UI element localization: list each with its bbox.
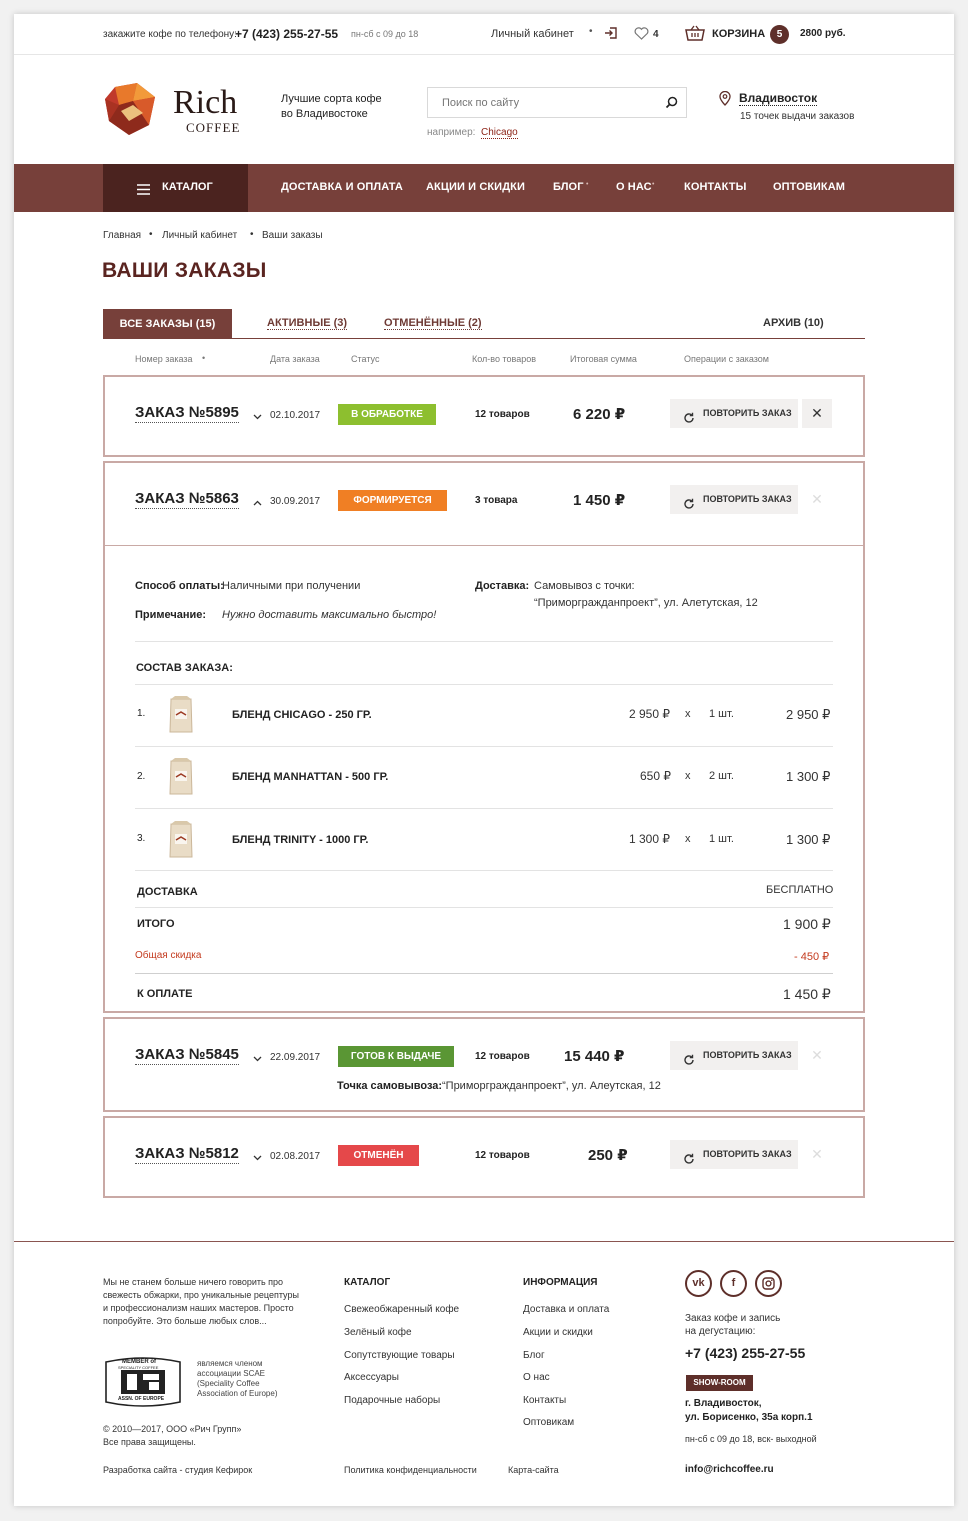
item-total: 1 300 ₽ bbox=[786, 832, 831, 847]
order-sum: 1 450 ₽ bbox=[573, 492, 626, 509]
tab-archive[interactable]: АРХИВ (10) bbox=[763, 317, 824, 329]
repeat-order-label: ПОВТОРИТЬ ЗАКАЗ bbox=[703, 1050, 792, 1060]
item-name[interactable]: БЛЕНД CHICAGO - 250 ГР. bbox=[232, 709, 372, 721]
facebook-icon[interactable]: f bbox=[720, 1270, 747, 1297]
order-sum: 250 ₽ bbox=[588, 1147, 628, 1164]
top-hours: пн-сб с 09 до 18 bbox=[351, 29, 419, 39]
catalog-menu-button[interactable] bbox=[103, 164, 248, 212]
logo-mark-icon[interactable] bbox=[103, 81, 159, 142]
order-by-phone-label: закажите кофе по телефону: bbox=[103, 29, 237, 40]
order-title[interactable]: ЗАКАЗ №5895 bbox=[135, 404, 239, 421]
tab-active-orders[interactable]: АКТИВНЫЕ (3) bbox=[267, 317, 348, 329]
order-text-line-2: на дегустацию: bbox=[685, 1326, 756, 1337]
status-badge: ФОРМИРУЕТСЯ bbox=[338, 490, 447, 511]
composition-label: СОСТАВ ЗАКАЗА: bbox=[136, 662, 233, 674]
search-example-label: например: bbox=[427, 127, 476, 138]
order-card bbox=[103, 375, 865, 457]
pickup-points-count: 15 точек выдачи заказов bbox=[740, 111, 855, 122]
order-quantity: 12 товаров bbox=[475, 1150, 530, 1161]
item-price: 1 300 ₽ bbox=[629, 832, 670, 846]
chevron-up-icon[interactable] bbox=[253, 493, 262, 511]
item-price: 2 950 ₽ bbox=[629, 707, 670, 721]
delivery-value-2: “Приморгражданпроект”, ул. Алетутская, 12 bbox=[534, 597, 758, 609]
order-card bbox=[103, 1017, 865, 1112]
catalog-label: КАТАЛОГ bbox=[162, 181, 213, 193]
account-link[interactable]: Личный кабинет bbox=[491, 28, 574, 40]
order-sum: 6 220 ₽ bbox=[573, 406, 626, 423]
divider bbox=[135, 684, 833, 685]
col-quantity: Кол-во товаров bbox=[472, 354, 536, 364]
divider bbox=[135, 746, 833, 747]
breadcrumb-account[interactable]: Личный кабинет bbox=[162, 230, 238, 241]
repeat-order-button[interactable] bbox=[670, 1140, 798, 1169]
item-qty: 1 шт. bbox=[709, 833, 734, 845]
nav-about-dot: • bbox=[652, 181, 655, 188]
cart-count-badge: 5 bbox=[770, 25, 789, 44]
item-name[interactable]: БЛЕНД MANHATTAN - 500 ГР. bbox=[232, 771, 389, 783]
address-line-2: ул. Борисенко, 35а корп.1 bbox=[685, 1412, 813, 1423]
item-number: 2. bbox=[137, 771, 146, 782]
footer-email[interactable]: info@richcoffee.ru bbox=[685, 1464, 774, 1475]
tab-all-orders[interactable]: ВСЕ ЗАКАЗЫ (15) bbox=[103, 309, 232, 339]
col-order-number[interactable]: Номер заказа bbox=[135, 354, 193, 364]
order-date: 02.10.2017 bbox=[270, 410, 321, 421]
nav-wholesale[interactable]: ОПТОВИКАМ bbox=[773, 181, 846, 193]
sitemap-link[interactable]: Карта-сайта bbox=[508, 1465, 559, 1475]
item-number: 3. bbox=[137, 833, 146, 844]
scae-badge-bottom: ASSN. OF EUROPE bbox=[118, 1396, 165, 1402]
col-status: Статус bbox=[351, 354, 380, 364]
scae-badge-mid: SPECIALITY COFFEE bbox=[118, 1365, 159, 1370]
cart-total: 2800 руб. bbox=[800, 28, 846, 39]
col-operations: Операции с заказом bbox=[684, 354, 769, 364]
footer-about: Мы не станем больше ничего говорить про свежесть обжарки, про уникальные рецептуры и профессионализм наших мастеров. Просто попробуйте. Это больше любых слов... bbox=[103, 1277, 299, 1326]
order-card bbox=[103, 1116, 865, 1198]
cancel-order-button[interactable]: ✕ bbox=[802, 399, 832, 428]
pickup-value: “Приморгражданпроект”, ул. Алеутская, 12 bbox=[442, 1080, 661, 1092]
breadcrumb-home[interactable]: Главная bbox=[103, 230, 142, 241]
order-quantity: 12 товаров bbox=[475, 409, 530, 420]
repeat-order-label: ПОВТОРИТЬ ЗАКАЗ bbox=[703, 494, 792, 504]
location-pin-icon bbox=[719, 91, 731, 111]
footer-hours: пн-сб с 09 до 18, вск- выходной bbox=[685, 1434, 817, 1444]
instagram-icon[interactable] bbox=[755, 1270, 782, 1297]
footer-divider bbox=[14, 1241, 954, 1242]
coffee-bag-image[interactable] bbox=[168, 820, 194, 858]
footer-info-link[interactable]: Блог bbox=[523, 1350, 545, 1361]
order-title[interactable]: ЗАКАЗ №5812 bbox=[135, 1145, 239, 1162]
delivery-row-label: ДОСТАВКА bbox=[137, 886, 198, 898]
repeat-icon bbox=[683, 1049, 695, 1078]
logo-rich[interactable]: Rich bbox=[173, 84, 238, 121]
footer-info-title: ИНФОРМАЦИЯ bbox=[523, 1277, 598, 1288]
pickup-label: Точка самовывоза: bbox=[337, 1080, 443, 1092]
top-bar bbox=[14, 14, 954, 55]
repeat-order-button[interactable] bbox=[670, 1041, 798, 1070]
status-badge: ОТМЕНЁН bbox=[338, 1145, 419, 1166]
scae-text: являемся членом ассоциации SCAE (Speciality Coffee Association of Europe) bbox=[197, 1359, 278, 1398]
footer-info-link[interactable]: Доставка и оплата bbox=[523, 1304, 610, 1315]
order-sum: 15 440 ₽ bbox=[564, 1048, 625, 1065]
item-price: 650 ₽ bbox=[640, 769, 671, 783]
item-total: 1 300 ₽ bbox=[786, 769, 831, 784]
footer-info-link[interactable]: О нас bbox=[523, 1372, 550, 1383]
item-times: x bbox=[685, 708, 691, 720]
footer-catalog-title: КАТАЛОГ bbox=[344, 1277, 391, 1288]
repeat-order-label: ПОВТОРИТЬ ЗАКАЗ bbox=[703, 408, 792, 418]
search-box bbox=[427, 87, 687, 118]
total-label: ИТОГО bbox=[137, 918, 175, 930]
item-qty: 1 шт. bbox=[709, 708, 734, 720]
order-text-line-1: Заказ кофе и запись bbox=[685, 1313, 781, 1324]
divider bbox=[135, 870, 833, 871]
divider bbox=[135, 907, 833, 908]
showroom-badge: SHOW-ROOM bbox=[686, 1375, 753, 1391]
item-times: x bbox=[685, 833, 691, 845]
breadcrumb-sep: • bbox=[149, 229, 153, 240]
item-name[interactable]: БЛЕНД TRINITY - 1000 ГР. bbox=[232, 834, 369, 846]
order-quantity: 3 товара bbox=[475, 495, 518, 506]
discount-value: - 450 ₽ bbox=[794, 951, 830, 963]
order-title[interactable]: ЗАКАЗ №5845 bbox=[135, 1046, 239, 1063]
page-title: ВАШИ ЗАКАЗЫ bbox=[102, 259, 267, 282]
repeat-order-button[interactable] bbox=[670, 399, 798, 428]
cancel-order-button-disabled: ✕ bbox=[811, 491, 823, 507]
repeat-order-button[interactable] bbox=[670, 485, 798, 514]
repeat-icon bbox=[683, 493, 695, 522]
chevron-down-icon[interactable] bbox=[253, 1049, 262, 1067]
details-divider bbox=[105, 545, 863, 546]
status-badge: ГОТОВ К ВЫДАЧЕ bbox=[338, 1046, 454, 1067]
copyright-line-1: © 2010—2017, ООО «Рич Групп» bbox=[103, 1424, 242, 1434]
repeat-icon bbox=[683, 1148, 695, 1177]
delivery-label: Доставка: bbox=[475, 580, 530, 592]
item-total: 2 950 ₽ bbox=[786, 707, 831, 722]
repeat-order-label: ПОВТОРИТЬ ЗАКАЗ bbox=[703, 1149, 792, 1159]
cancel-order-button-disabled: ✕ bbox=[811, 1146, 823, 1162]
order-title[interactable]: ЗАКАЗ №5863 bbox=[135, 490, 239, 507]
hamburger-icon bbox=[137, 182, 150, 200]
footer-catalog-link[interactable]: Подарочные наборы bbox=[344, 1395, 441, 1406]
footer-catalog-link[interactable]: Свежеобжаренный кофе bbox=[344, 1304, 460, 1315]
tagline-line-2: во Владивостоке bbox=[281, 108, 368, 120]
item-times: x bbox=[685, 770, 691, 782]
nav-contacts[interactable]: КОНТАКТЫ bbox=[684, 181, 747, 193]
footer-info-link[interactable]: Контакты bbox=[523, 1395, 567, 1406]
nav-promotions[interactable]: АКЦИИ И СКИДКИ bbox=[426, 181, 525, 193]
nav-delivery[interactable]: ДОСТАВКА И ОПЛАТА bbox=[281, 181, 403, 193]
tabs-divider bbox=[103, 338, 865, 339]
coffee-bag-image[interactable] bbox=[168, 695, 194, 733]
order-date: 30.09.2017 bbox=[270, 496, 321, 507]
col-order-date: Дата заказа bbox=[270, 354, 320, 364]
payment-value: Наличными при получении bbox=[222, 580, 361, 592]
cancel-order-button-disabled: ✕ bbox=[811, 1047, 823, 1063]
logo-coffee[interactable]: COFFEE bbox=[186, 120, 241, 135]
status-badge: В ОБРАБОТКЕ bbox=[338, 404, 436, 425]
chevron-down-icon[interactable] bbox=[253, 1148, 262, 1166]
address-line-1: г. Владивосток, bbox=[685, 1398, 762, 1409]
nav-blog-dot: • bbox=[586, 181, 589, 188]
page bbox=[14, 14, 954, 1506]
delivery-value-1: Самовывоз с точки: bbox=[534, 580, 635, 592]
vk-icon[interactable]: vk bbox=[685, 1270, 712, 1297]
breadcrumb-sep: • bbox=[250, 229, 254, 240]
city-selector[interactable]: Владивосток bbox=[739, 91, 818, 105]
repeat-icon bbox=[683, 407, 695, 436]
discount-label: Общая скидка bbox=[135, 950, 202, 961]
sort-indicator-icon[interactable]: • bbox=[202, 353, 206, 363]
heart-icon[interactable] bbox=[634, 27, 649, 45]
item-number: 1. bbox=[137, 708, 146, 719]
nav-about[interactable]: О НАС bbox=[616, 181, 652, 193]
scae-badge bbox=[103, 1356, 183, 1408]
basket-icon[interactable] bbox=[685, 25, 705, 47]
nav-blog[interactable]: БЛОГ bbox=[553, 181, 584, 193]
footer-catalog-link[interactable]: Зелёный кофе bbox=[344, 1327, 412, 1338]
search-input[interactable] bbox=[428, 88, 648, 117]
footer-info-link[interactable]: Оптовикам bbox=[523, 1417, 575, 1428]
login-icon[interactable] bbox=[604, 26, 618, 45]
col-total: Итоговая сумма bbox=[570, 354, 637, 364]
note-value: Нужно доставить максимально быстро! bbox=[222, 609, 437, 621]
total-value: 1 900 ₽ bbox=[783, 916, 831, 932]
footer-catalog-link[interactable]: Аксессуары bbox=[344, 1372, 399, 1383]
note-label: Примечание: bbox=[135, 609, 207, 621]
tagline-line-1: Лучшие сорта кофе bbox=[281, 93, 382, 105]
divider bbox=[135, 973, 833, 974]
pay-value: 1 450 ₽ bbox=[783, 986, 831, 1002]
delivery-row-value: БЕСПЛАТНО bbox=[766, 884, 834, 896]
breadcrumb-current: Ваши заказы bbox=[262, 230, 323, 241]
payment-label: Способ оплаты: bbox=[135, 580, 224, 592]
copyright-line-2: Все права защищены. bbox=[103, 1437, 196, 1447]
order-date: 02.08.2017 bbox=[270, 1151, 321, 1162]
search-icon[interactable] bbox=[665, 96, 678, 114]
footer-info-link[interactable]: Акции и скидки bbox=[523, 1327, 593, 1338]
order-date: 22.09.2017 bbox=[270, 1052, 321, 1063]
coffee-bag-image[interactable] bbox=[168, 757, 194, 795]
footer-catalog-link[interactable]: Сопутствующие товары bbox=[344, 1350, 455, 1361]
order-quantity: 12 товаров bbox=[475, 1051, 530, 1062]
chevron-down-icon[interactable] bbox=[253, 407, 262, 425]
scae-badge-top: MEMBER of bbox=[122, 1359, 156, 1365]
search-example-link[interactable]: Chicago bbox=[481, 127, 518, 138]
privacy-link[interactable]: Политика конфиденциальности bbox=[344, 1465, 477, 1475]
divider bbox=[135, 641, 833, 642]
main-nav bbox=[14, 164, 954, 212]
developer-link[interactable]: Разработка сайта - студия Кефирок bbox=[103, 1465, 253, 1475]
footer-phone[interactable]: +7 (423) 255-27-55 bbox=[685, 1345, 806, 1361]
cart-label[interactable]: КОРЗИНА bbox=[712, 28, 766, 40]
tab-cancelled-orders[interactable]: ОТМЕНЁННЫЕ (2) bbox=[384, 317, 482, 329]
account-dot: • bbox=[589, 26, 593, 37]
pay-label: К ОПЛАТЕ bbox=[137, 988, 193, 1000]
favorites-count: 4 bbox=[653, 29, 659, 40]
order-card-expanded bbox=[103, 461, 865, 1013]
item-qty: 2 шт. bbox=[709, 770, 734, 782]
top-phone[interactable]: +7 (423) 255-27-55 bbox=[235, 27, 339, 41]
divider bbox=[135, 808, 833, 809]
